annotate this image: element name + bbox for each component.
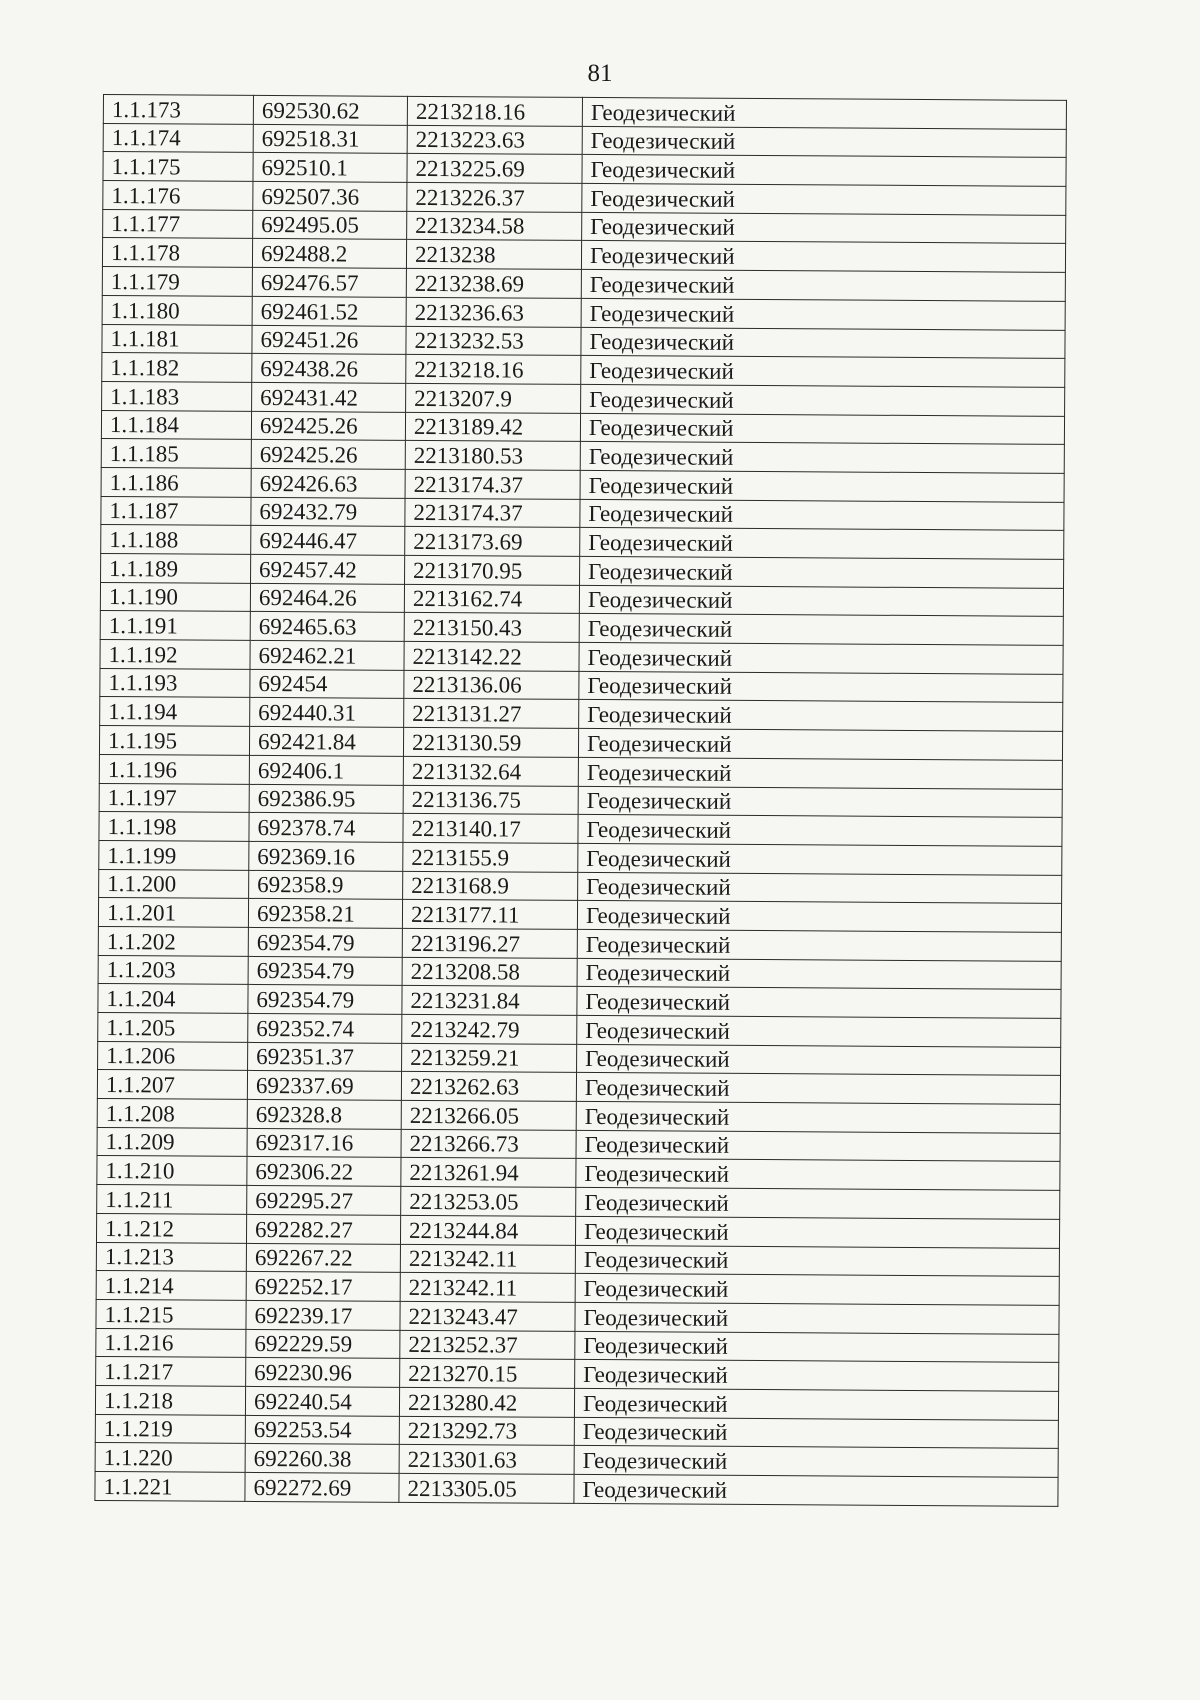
- method-cell: Геодезический: [577, 929, 1061, 961]
- method-cell: Геодезический: [578, 872, 1062, 904]
- y-coordinate-cell: 2213244.84: [400, 1215, 575, 1245]
- point-number-cell: 1.1.215: [96, 1299, 246, 1329]
- point-number-cell: 1.1.199: [99, 840, 249, 870]
- x-coordinate-cell: 692431.42: [252, 382, 406, 412]
- y-coordinate-cell: 2213168.9: [403, 871, 578, 901]
- point-number-cell: 1.1.202: [98, 926, 248, 956]
- method-cell: Геодезический: [580, 499, 1064, 531]
- y-coordinate-cell: 2213131.27: [404, 699, 579, 729]
- x-coordinate-cell: 692260.38: [245, 1444, 399, 1474]
- y-coordinate-cell: 2213132.64: [403, 756, 578, 786]
- point-number-cell: 1.1.188: [101, 525, 251, 555]
- x-coordinate-cell: 692229.59: [246, 1329, 400, 1359]
- x-coordinate-cell: 692406.1: [249, 755, 403, 785]
- point-number-cell: 1.1.175: [103, 152, 253, 182]
- y-coordinate-cell: 2213130.59: [403, 727, 578, 757]
- method-cell: Геодезический: [575, 1274, 1059, 1306]
- point-number-cell: 1.1.200: [99, 869, 249, 899]
- y-coordinate-cell: 2213301.63: [399, 1445, 574, 1475]
- y-coordinate-cell: 2213196.27: [402, 928, 577, 958]
- x-coordinate-cell: 692507.36: [253, 181, 407, 211]
- y-coordinate-cell: 2213142.22: [404, 641, 579, 671]
- method-cell: Геодезический: [581, 270, 1065, 302]
- y-coordinate-cell: 2213238: [406, 240, 581, 270]
- point-number-cell: 1.1.214: [96, 1271, 246, 1301]
- point-number-cell: 1.1.193: [100, 668, 250, 698]
- x-coordinate-cell: 692358.9: [249, 870, 403, 900]
- x-coordinate-cell: 692239.17: [246, 1300, 400, 1330]
- point-number-cell: 1.1.206: [98, 1041, 248, 1071]
- y-coordinate-cell: 2213253.05: [401, 1186, 576, 1216]
- method-cell: Геодезический: [576, 1101, 1060, 1133]
- y-coordinate-cell: 2213218.16: [406, 355, 581, 385]
- x-coordinate-cell: 692253.54: [245, 1415, 399, 1445]
- point-number-cell: 1.1.177: [103, 209, 253, 239]
- y-coordinate-cell: 2213223.63: [407, 125, 582, 155]
- method-cell: Геодезический: [575, 1216, 1059, 1248]
- point-number-cell: 1.1.205: [98, 1012, 248, 1042]
- method-cell: Геодезический: [579, 642, 1063, 674]
- y-coordinate-cell: 2213243.47: [400, 1301, 575, 1331]
- x-coordinate-cell: 692518.31: [253, 124, 407, 154]
- y-coordinate-cell: 2213155.9: [403, 842, 578, 872]
- point-number-cell: 1.1.219: [95, 1414, 245, 1444]
- method-cell: Геодезический: [574, 1446, 1058, 1478]
- method-cell: Геодезический: [580, 470, 1064, 502]
- y-coordinate-cell: 2213259.21: [402, 1043, 577, 1073]
- point-number-cell: 1.1.181: [102, 324, 252, 354]
- y-coordinate-cell: 2213231.84: [402, 986, 577, 1016]
- method-cell: Геодезический: [580, 442, 1064, 474]
- method-cell: Геодезический: [582, 97, 1066, 129]
- point-number-cell: 1.1.179: [102, 267, 252, 297]
- method-cell: Геодезический: [578, 843, 1062, 875]
- y-coordinate-cell: 2213305.05: [399, 1473, 574, 1503]
- point-number-cell: 1.1.190: [100, 582, 250, 612]
- x-coordinate-cell: 692272.69: [245, 1472, 399, 1502]
- point-number-cell: 1.1.191: [100, 611, 250, 641]
- x-coordinate-cell: 692317.16: [247, 1128, 401, 1158]
- point-number-cell: 1.1.183: [102, 381, 252, 411]
- point-number-cell: 1.1.185: [101, 439, 251, 469]
- method-cell: Геодезический: [577, 1044, 1061, 1076]
- point-number-cell: 1.1.196: [99, 754, 249, 784]
- point-number-cell: 1.1.173: [103, 95, 253, 125]
- method-cell: Геодезический: [577, 958, 1061, 990]
- x-coordinate-cell: 692425.26: [251, 440, 405, 470]
- y-coordinate-cell: 2213174.37: [405, 469, 580, 499]
- method-cell: Геодезический: [581, 327, 1065, 359]
- y-coordinate-cell: 2213136.06: [404, 670, 579, 700]
- x-coordinate-cell: 692454: [250, 669, 404, 699]
- method-cell: Геодезический: [581, 356, 1065, 388]
- y-coordinate-cell: 2213242.11: [400, 1244, 575, 1274]
- x-coordinate-cell: 692446.47: [251, 526, 405, 556]
- x-coordinate-cell: 692465.63: [250, 612, 404, 642]
- coordinates-table: [94, 94, 1067, 1507]
- x-coordinate-cell: 692476.57: [252, 268, 406, 298]
- x-coordinate-cell: 692451.26: [252, 325, 406, 355]
- y-coordinate-cell: 2213207.9: [406, 383, 581, 413]
- y-coordinate-cell: 2213242.79: [402, 1014, 577, 1044]
- y-coordinate-cell: 2213226.37: [407, 182, 582, 212]
- y-coordinate-cell: 2213170.95: [405, 555, 580, 585]
- point-number-cell: 1.1.204: [98, 984, 248, 1014]
- method-cell: Геодезический: [579, 585, 1063, 617]
- x-coordinate-cell: 692457.42: [251, 554, 405, 584]
- y-coordinate-cell: 2213173.69: [405, 527, 580, 557]
- x-coordinate-cell: 692438.26: [252, 354, 406, 384]
- method-cell: Геодезический: [574, 1388, 1058, 1420]
- point-number-cell: 1.1.217: [96, 1357, 246, 1387]
- method-cell: Геодезический: [577, 1015, 1061, 1047]
- method-cell: Геодезический: [575, 1331, 1059, 1363]
- x-coordinate-cell: 692462.21: [250, 640, 404, 670]
- x-coordinate-cell: 692510.1: [253, 153, 407, 183]
- method-cell: Геодезический: [581, 298, 1065, 330]
- point-number-cell: 1.1.197: [99, 783, 249, 813]
- method-cell: Геодезический: [580, 413, 1064, 445]
- y-coordinate-cell: 2213252.37: [400, 1330, 575, 1360]
- x-coordinate-cell: 692267.22: [246, 1243, 400, 1273]
- y-coordinate-cell: 2213266.05: [401, 1100, 576, 1130]
- method-cell: Геодезический: [582, 212, 1066, 244]
- x-coordinate-cell: 692306.22: [247, 1157, 401, 1187]
- x-coordinate-cell: 692351.37: [248, 1042, 402, 1072]
- x-coordinate-cell: 692440.31: [250, 698, 404, 728]
- method-cell: Геодезический: [578, 757, 1062, 789]
- point-number-cell: 1.1.208: [97, 1099, 247, 1129]
- method-cell: Геодезический: [576, 1159, 1060, 1191]
- method-cell: Геодезический: [579, 700, 1063, 732]
- y-coordinate-cell: 2213270.15: [400, 1359, 575, 1389]
- x-coordinate-cell: 692240.54: [245, 1386, 399, 1416]
- y-coordinate-cell: 2213242.11: [400, 1273, 575, 1303]
- point-number-cell: 1.1.201: [98, 898, 248, 928]
- x-coordinate-cell: 692354.79: [248, 985, 402, 1015]
- method-cell: Геодезический: [577, 987, 1061, 1019]
- point-number-cell: 1.1.192: [100, 640, 250, 670]
- method-cell: Геодезический: [575, 1302, 1059, 1334]
- y-coordinate-cell: 2213177.11: [402, 900, 577, 930]
- method-cell: Геодезический: [575, 1360, 1059, 1392]
- y-coordinate-cell: 2213234.58: [407, 211, 582, 241]
- point-number-cell: 1.1.194: [100, 697, 250, 727]
- y-coordinate-cell: 2213280.42: [399, 1387, 574, 1417]
- point-number-cell: 1.1.216: [96, 1328, 246, 1358]
- x-coordinate-cell: 692495.05: [253, 210, 407, 240]
- y-coordinate-cell: 2213292.73: [399, 1416, 574, 1446]
- x-coordinate-cell: 692282.27: [246, 1214, 400, 1244]
- method-cell: Геодезический: [580, 528, 1064, 560]
- point-number-cell: 1.1.213: [96, 1242, 246, 1272]
- point-number-cell: 1.1.209: [97, 1127, 247, 1157]
- point-number-cell: 1.1.218: [95, 1385, 245, 1415]
- y-coordinate-cell: 2213225.69: [407, 154, 582, 184]
- y-coordinate-cell: 2213208.58: [402, 957, 577, 987]
- point-number-cell: 1.1.195: [99, 726, 249, 756]
- point-number-cell: 1.1.184: [101, 410, 251, 440]
- point-number-cell: 1.1.174: [103, 123, 253, 153]
- method-cell: Геодезический: [579, 671, 1063, 703]
- x-coordinate-cell: 692386.95: [249, 784, 403, 814]
- y-coordinate-cell: 2213174.37: [405, 498, 580, 528]
- method-cell: Геодезический: [579, 614, 1063, 646]
- point-number-cell: 1.1.221: [95, 1471, 245, 1501]
- table-row: [95, 1471, 1058, 1506]
- method-cell: Геодезический: [577, 901, 1061, 933]
- point-number-cell: 1.1.212: [96, 1213, 246, 1243]
- y-coordinate-cell: 2213180.53: [405, 441, 580, 471]
- method-cell: Геодезический: [582, 126, 1066, 158]
- y-coordinate-cell: 2213218.16: [407, 96, 582, 126]
- method-cell: Геодезический: [576, 1130, 1060, 1162]
- point-number-cell: 1.1.186: [101, 467, 251, 497]
- point-number-cell: 1.1.178: [102, 238, 252, 268]
- point-number-cell: 1.1.187: [101, 496, 251, 526]
- method-cell: Геодезический: [578, 815, 1062, 847]
- y-coordinate-cell: 2213232.53: [406, 326, 581, 356]
- method-cell: Геодезический: [582, 155, 1066, 187]
- method-cell: Геодезический: [581, 384, 1065, 416]
- y-coordinate-cell: 2213189.42: [405, 412, 580, 442]
- x-coordinate-cell: 692352.74: [248, 1013, 402, 1043]
- x-coordinate-cell: 692354.79: [248, 956, 402, 986]
- x-coordinate-cell: 692425.26: [251, 411, 405, 441]
- point-number-cell: 1.1.198: [99, 812, 249, 842]
- x-coordinate-cell: 692432.79: [251, 497, 405, 527]
- x-coordinate-cell: 692464.26: [250, 583, 404, 613]
- y-coordinate-cell: 2213236.63: [406, 297, 581, 327]
- point-number-cell: 1.1.176: [103, 181, 253, 211]
- table-body: [95, 95, 1067, 1507]
- method-cell: Геодезический: [575, 1245, 1059, 1277]
- method-cell: Геодезический: [580, 556, 1064, 588]
- point-number-cell: 1.1.203: [98, 955, 248, 985]
- y-coordinate-cell: 2213162.74: [404, 584, 579, 614]
- x-coordinate-cell: 692252.17: [246, 1272, 400, 1302]
- x-coordinate-cell: 692337.69: [247, 1071, 401, 1101]
- y-coordinate-cell: 2213266.73: [401, 1129, 576, 1159]
- point-number-cell: 1.1.182: [102, 353, 252, 383]
- x-coordinate-cell: 692230.96: [246, 1358, 400, 1388]
- page-number: 81: [587, 60, 613, 87]
- x-coordinate-cell: 692378.74: [249, 813, 403, 843]
- method-cell: Геодезический: [576, 1073, 1060, 1105]
- x-coordinate-cell: 692426.63: [251, 468, 405, 498]
- x-coordinate-cell: 692421.84: [249, 727, 403, 757]
- y-coordinate-cell: 2213238.69: [406, 268, 581, 298]
- method-cell: Геодезический: [578, 729, 1062, 761]
- point-number-cell: 1.1.220: [95, 1443, 245, 1473]
- y-coordinate-cell: 2213262.63: [401, 1072, 576, 1102]
- y-coordinate-cell: 2213261.94: [401, 1158, 576, 1188]
- point-number-cell: 1.1.189: [101, 553, 251, 583]
- method-cell: Геодезический: [576, 1188, 1060, 1220]
- method-cell: Геодезический: [581, 241, 1065, 273]
- point-number-cell: 1.1.210: [97, 1156, 247, 1186]
- method-cell: Геодезический: [578, 786, 1062, 818]
- point-number-cell: 1.1.180: [102, 295, 252, 325]
- x-coordinate-cell: 692354.79: [248, 927, 402, 957]
- method-cell: Геодезический: [582, 183, 1066, 215]
- x-coordinate-cell: 692358.21: [248, 899, 402, 929]
- x-coordinate-cell: 692461.52: [252, 296, 406, 326]
- method-cell: Геодезический: [574, 1474, 1058, 1506]
- point-number-cell: 1.1.207: [97, 1070, 247, 1100]
- y-coordinate-cell: 2213136.75: [403, 785, 578, 815]
- y-coordinate-cell: 2213150.43: [404, 613, 579, 643]
- y-coordinate-cell: 2213140.17: [403, 814, 578, 844]
- x-coordinate-cell: 692530.62: [253, 95, 407, 125]
- x-coordinate-cell: 692488.2: [252, 239, 406, 269]
- x-coordinate-cell: 692328.8: [247, 1099, 401, 1129]
- point-number-cell: 1.1.211: [97, 1185, 247, 1215]
- x-coordinate-cell: 692369.16: [249, 841, 403, 871]
- method-cell: Геодезический: [574, 1417, 1058, 1449]
- x-coordinate-cell: 692295.27: [247, 1186, 401, 1216]
